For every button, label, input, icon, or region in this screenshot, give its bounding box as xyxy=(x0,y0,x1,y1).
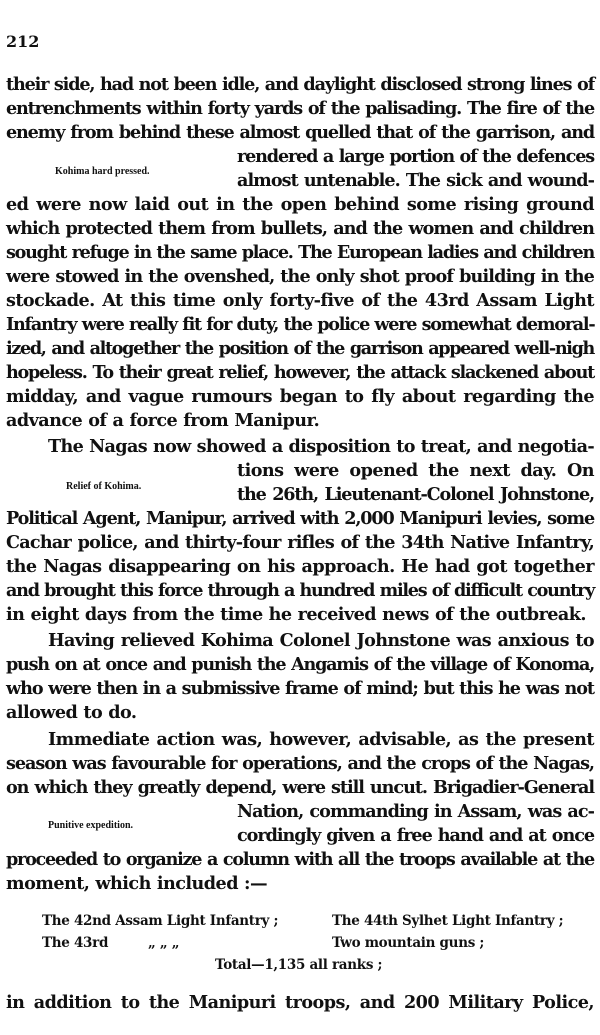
text-line: moment, which included :— xyxy=(6,873,268,894)
text-line: who were then in a submissive frame of mind; but this he was not xyxy=(6,678,594,699)
text-line: entrenchments within forty yards of the palisading. The fire of the xyxy=(6,98,594,119)
text-line: which protected them from bullets, and the women and children xyxy=(6,218,594,239)
troop-entry: The 42nd Assam Light Infantry ; xyxy=(42,913,279,929)
text-line: the 26th, Lieutenant-Colonel Johnstone, xyxy=(237,484,594,505)
troop-entry: Two mountain guns ; xyxy=(332,935,485,951)
ditto-marks: „ „ „ xyxy=(148,935,180,951)
text-line: Immediate action was, however, advisable, as the present xyxy=(48,729,594,750)
text-line: hopeless. To their great relief, however, the attack slackened about xyxy=(6,362,594,383)
text-line: almost untenable. The sick and wound- xyxy=(237,170,594,191)
text-line: the Nagas disappearing on his approach. He had got together xyxy=(6,556,594,577)
text-line: midday, and vague rumours began to fly about regarding the xyxy=(6,386,594,407)
text-line: sought refuge in the same place. The European ladies and children xyxy=(6,242,594,263)
text-line: Having relieved Kohima Colonel Johnstone was anxious to xyxy=(48,630,594,651)
text-line: cordingly given a free hand and at once xyxy=(237,825,594,846)
text-line: The Nagas now showed a disposition to treat, and negotia- xyxy=(48,436,594,457)
text-line: Nation, commanding in Assam, was ac- xyxy=(237,801,594,822)
text-line: push on at once and punish the Angamis of the village of Konoma, xyxy=(6,654,594,675)
text-line: allowed to do. xyxy=(6,702,137,723)
text-line: Cachar police, and thirty-four rifles of the 34th Native Infantry, xyxy=(6,532,594,553)
text-line: in eight days from the time he received news of the outbreak. xyxy=(6,604,586,625)
text-line: Political Agent, Manipur, arrived with 2,000 Manipuri levies, some xyxy=(6,508,594,529)
margin-note: Relief of Kohima. xyxy=(66,481,142,492)
margin-note: Kohima hard pressed. xyxy=(55,166,150,177)
text-line: tions were opened the next day. On xyxy=(237,460,594,481)
text-line: were stowed in the ovenshed, the only shot proof building in the xyxy=(6,266,594,287)
text-line: enemy from behind these almost quelled that of the garrison, and xyxy=(6,122,594,143)
text-line: in addition to the Manipuri troops, and 200 Military Police, xyxy=(6,992,594,1013)
text-line: and brought this force through a hundred miles of difficult country xyxy=(6,580,595,601)
text-line: their side, had not been idle, and daylight disclosed strong lines of xyxy=(6,74,594,95)
text-line: rendered a large portion of the defences xyxy=(237,146,594,167)
troop-total: Total—1,135 all ranks ; xyxy=(215,957,383,973)
page-number: 212 xyxy=(6,32,40,51)
text-line: season was favourable for operations, and the crops of the Nagas, xyxy=(6,753,594,774)
text-line: proceeded to organize a column with all the troops available at the xyxy=(6,849,594,870)
text-line: ized, and altogether the position of the garrison appeared well-nigh xyxy=(6,338,594,359)
text-line: Infantry were really fit for duty, the police were somewhat demoral- xyxy=(6,314,595,335)
text-line: stockade. At this time only forty-five of the 43rd Assam Light xyxy=(6,290,594,311)
troop-entry: The 44th Sylhet Light Infantry ; xyxy=(332,913,564,929)
margin-note: Punitive expedition. xyxy=(48,820,134,831)
text-line: ed were now laid out in the open behind some rising ground xyxy=(6,194,594,215)
troop-entry: The 43rd xyxy=(42,935,109,951)
text-line: advance of a force from Manipur. xyxy=(6,410,320,431)
text-line: on which they greatly depend, were still uncut. Brigadier-General xyxy=(6,777,594,798)
